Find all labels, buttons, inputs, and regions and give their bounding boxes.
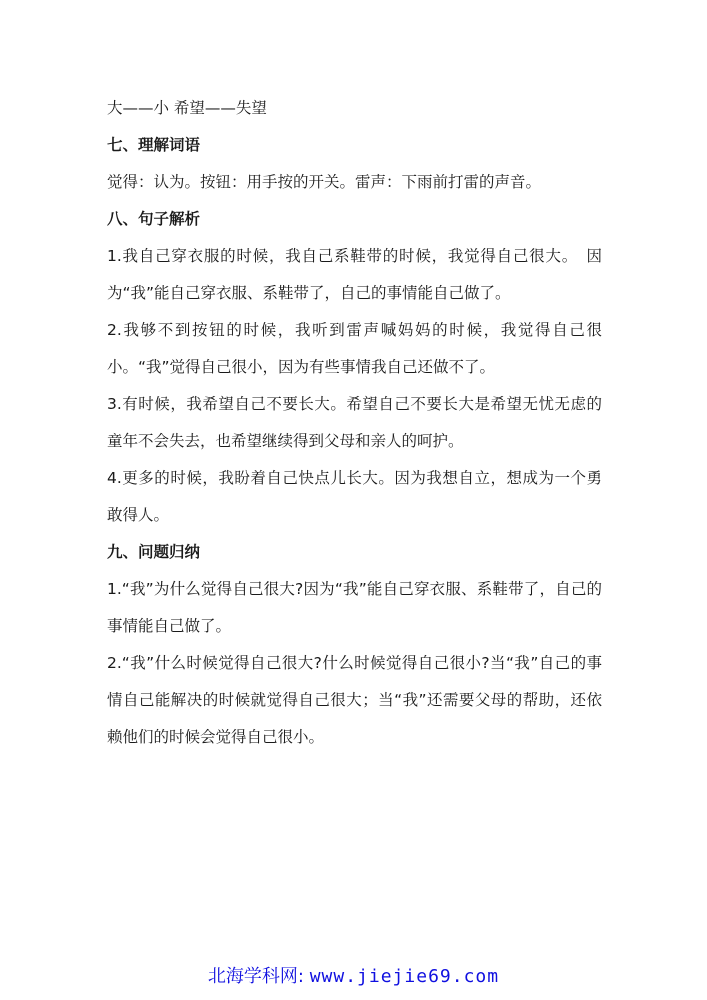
footer-watermark [0,962,707,988]
section-seven-heading: 七、理解词语 [107,136,201,154]
antonym-line: 大——小 希望——失望 [107,99,267,117]
section-nine-heading: 九、问题归纳 [107,543,201,561]
footer-label: 北海学科网: [207,966,304,987]
sentence-analysis-item-1: 1.我自己穿衣服的时候，我自己系鞋带的时候，我觉得自己很大。 因为“我”能自己穿衣服、系鞋带了，自己的事情能自己做了。 [107,247,602,302]
question-summary-item-2: 2.“我”什么时候觉得自己很大?什么时候觉得自己很小?当“我”自己的事情自己能解决的时候就觉得自己很大；当“我”还需要父母的帮助，还依赖他们的时候会觉得自己很小。 [107,654,602,746]
section-eight-heading: 八、句子解析 [107,210,201,228]
sentence-analysis-item-3: 3.有时候，我希望自己不要长大。希望自己不要长大是希望无忧无虑的童年不会失去，也希望继续得到父母和亲人的呵护。 [107,395,602,450]
sentence-analysis-item-4: 4.更多的时候，我盼着自己快点儿长大。因为我想自立，想成为一个勇敢得人。 [107,469,602,524]
document-body [107,90,602,756]
section-seven-text: 觉得：认为。按钮：用手按的开关。雷声：下雨前打雷的声音。 [107,173,542,191]
question-summary-item-1: 1.“我”为什么觉得自己很大?因为“我”能自己穿衣服、系鞋带了，自己的事情能自己做了。 [107,580,602,635]
sentence-analysis-item-2: 2.我够不到按钮的时候，我听到雷声喊妈妈的时候，我觉得自己很小。“我”觉得自己很小，因为有些事情我自己还做不了。 [107,321,602,376]
footer-site-link[interactable]: www.jiejie69.com [309,966,500,987]
